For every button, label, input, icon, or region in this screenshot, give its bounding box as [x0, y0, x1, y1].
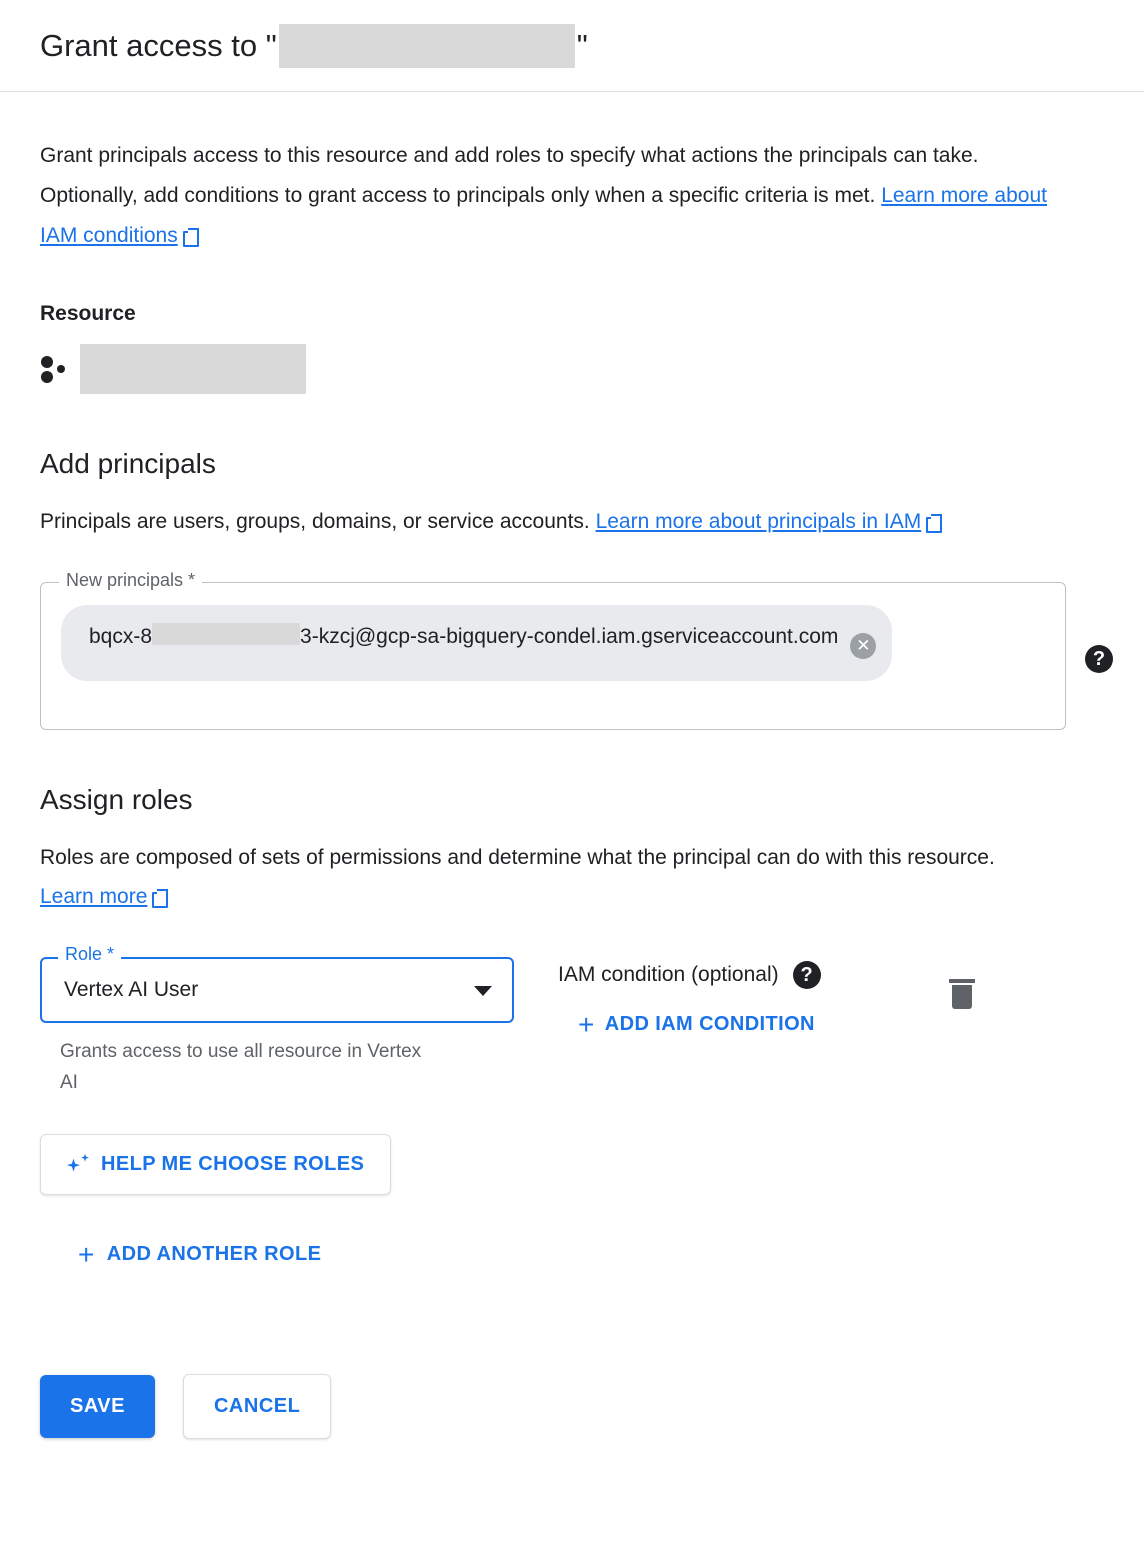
- add-principals-title: Add principals: [40, 447, 216, 479]
- page-title: [40, 24, 588, 68]
- page-title-prefix: Grant access to ": [40, 27, 277, 63]
- resource-label: Resource: [40, 301, 136, 325]
- chevron-down-icon[interactable]: [474, 986, 492, 996]
- footer-actions: [40, 1374, 1104, 1439]
- assign-roles-desc-text: Roles are composed of sets of permissions and determine what the principal can do with this resource.: [40, 845, 995, 869]
- role-select-column: [40, 944, 514, 1098]
- iam-condition-column: [558, 957, 829, 1046]
- help-icon-glyph: ?: [1085, 645, 1113, 673]
- trash-can: [952, 985, 972, 1009]
- external-link-icon: [152, 889, 167, 904]
- iam-condition-help-icon[interactable]: ?: [793, 961, 821, 989]
- cancel-button[interactable]: CANCEL: [183, 1374, 331, 1439]
- role-select-wrapper: [40, 944, 514, 1023]
- plus-icon: +: [578, 1008, 595, 1040]
- iam-condition-label-row: [558, 961, 829, 989]
- principal-chip-text-after: 3-kzcj@gcp-sa-bigquery-condel.iam.gserviceaccount.com: [300, 624, 839, 648]
- redacted-principal-segment: [152, 623, 300, 645]
- new-principals-label: New principals *: [59, 570, 202, 591]
- intro-paragraph: [40, 136, 1050, 256]
- add-iam-condition-label: ADD IAM CONDITION: [604, 1013, 815, 1036]
- delete-role-icon[interactable]: [949, 979, 975, 1009]
- remove-principal-icon[interactable]: ✕: [850, 633, 876, 659]
- role-description: Grants access to use all resource in Vertex AI: [60, 1041, 422, 1093]
- resource-nodes-icon: [40, 354, 66, 384]
- learn-more-roles-link[interactable]: Learn more: [40, 885, 148, 909]
- role-selected-value: Vertex AI User: [64, 978, 199, 1002]
- learn-more-principals-link[interactable]: Learn more about principals in IAM: [595, 509, 922, 533]
- save-button[interactable]: SAVE: [40, 1375, 155, 1438]
- role-entry-row: [40, 944, 1104, 1098]
- add-iam-condition-button[interactable]: [564, 1003, 829, 1046]
- intro-text: Grant principals access to this resource and add roles to specify what actions the principals can take. Optionally, add conditions to grant access to principals only when a specific criteria is met.: [40, 144, 979, 207]
- principal-chip[interactable]: [61, 605, 892, 681]
- trash-lid: [949, 979, 975, 983]
- new-principals-help-icon[interactable]: [1085, 645, 1113, 673]
- principal-chip-text: [89, 617, 838, 657]
- add-another-role-button[interactable]: [68, 1231, 331, 1278]
- help-me-choose-roles-button[interactable]: [40, 1134, 391, 1195]
- plus-icon: +: [78, 1238, 95, 1270]
- assign-roles-description: [40, 838, 1050, 918]
- add-another-role-label: ADD ANOTHER ROLE: [106, 1243, 322, 1266]
- sparkle-icon: [67, 1154, 89, 1176]
- iam-condition-label: IAM condition (optional): [558, 963, 779, 987]
- panel-body: [0, 136, 1144, 1439]
- role-select[interactable]: [40, 957, 514, 1023]
- learn-more-iam-conditions-link[interactable]: Learn more about IAM conditions: [40, 183, 1047, 247]
- page-title-suffix: ": [576, 27, 588, 63]
- new-principals-field[interactable]: [40, 569, 1106, 730]
- redacted-resource-name: [279, 24, 575, 68]
- help-me-choose-roles-label: HELP ME CHOOSE ROLES: [101, 1153, 365, 1176]
- external-link-icon: [183, 228, 198, 243]
- assign-roles-title: Assign roles: [40, 783, 193, 815]
- redacted-resource-value: [80, 344, 306, 394]
- panel-header: [0, 0, 1144, 92]
- principal-chip-text-before: bqcx-8: [89, 624, 153, 648]
- role-field-label: Role *: [58, 944, 121, 965]
- help-choose-roles-row: [40, 1134, 1104, 1195]
- resource-row: [40, 344, 1104, 394]
- add-principals-description: [40, 502, 1050, 542]
- external-link-icon: [926, 514, 941, 529]
- add-principals-desc-text: Principals are users, groups, domains, or service accounts.: [40, 509, 596, 533]
